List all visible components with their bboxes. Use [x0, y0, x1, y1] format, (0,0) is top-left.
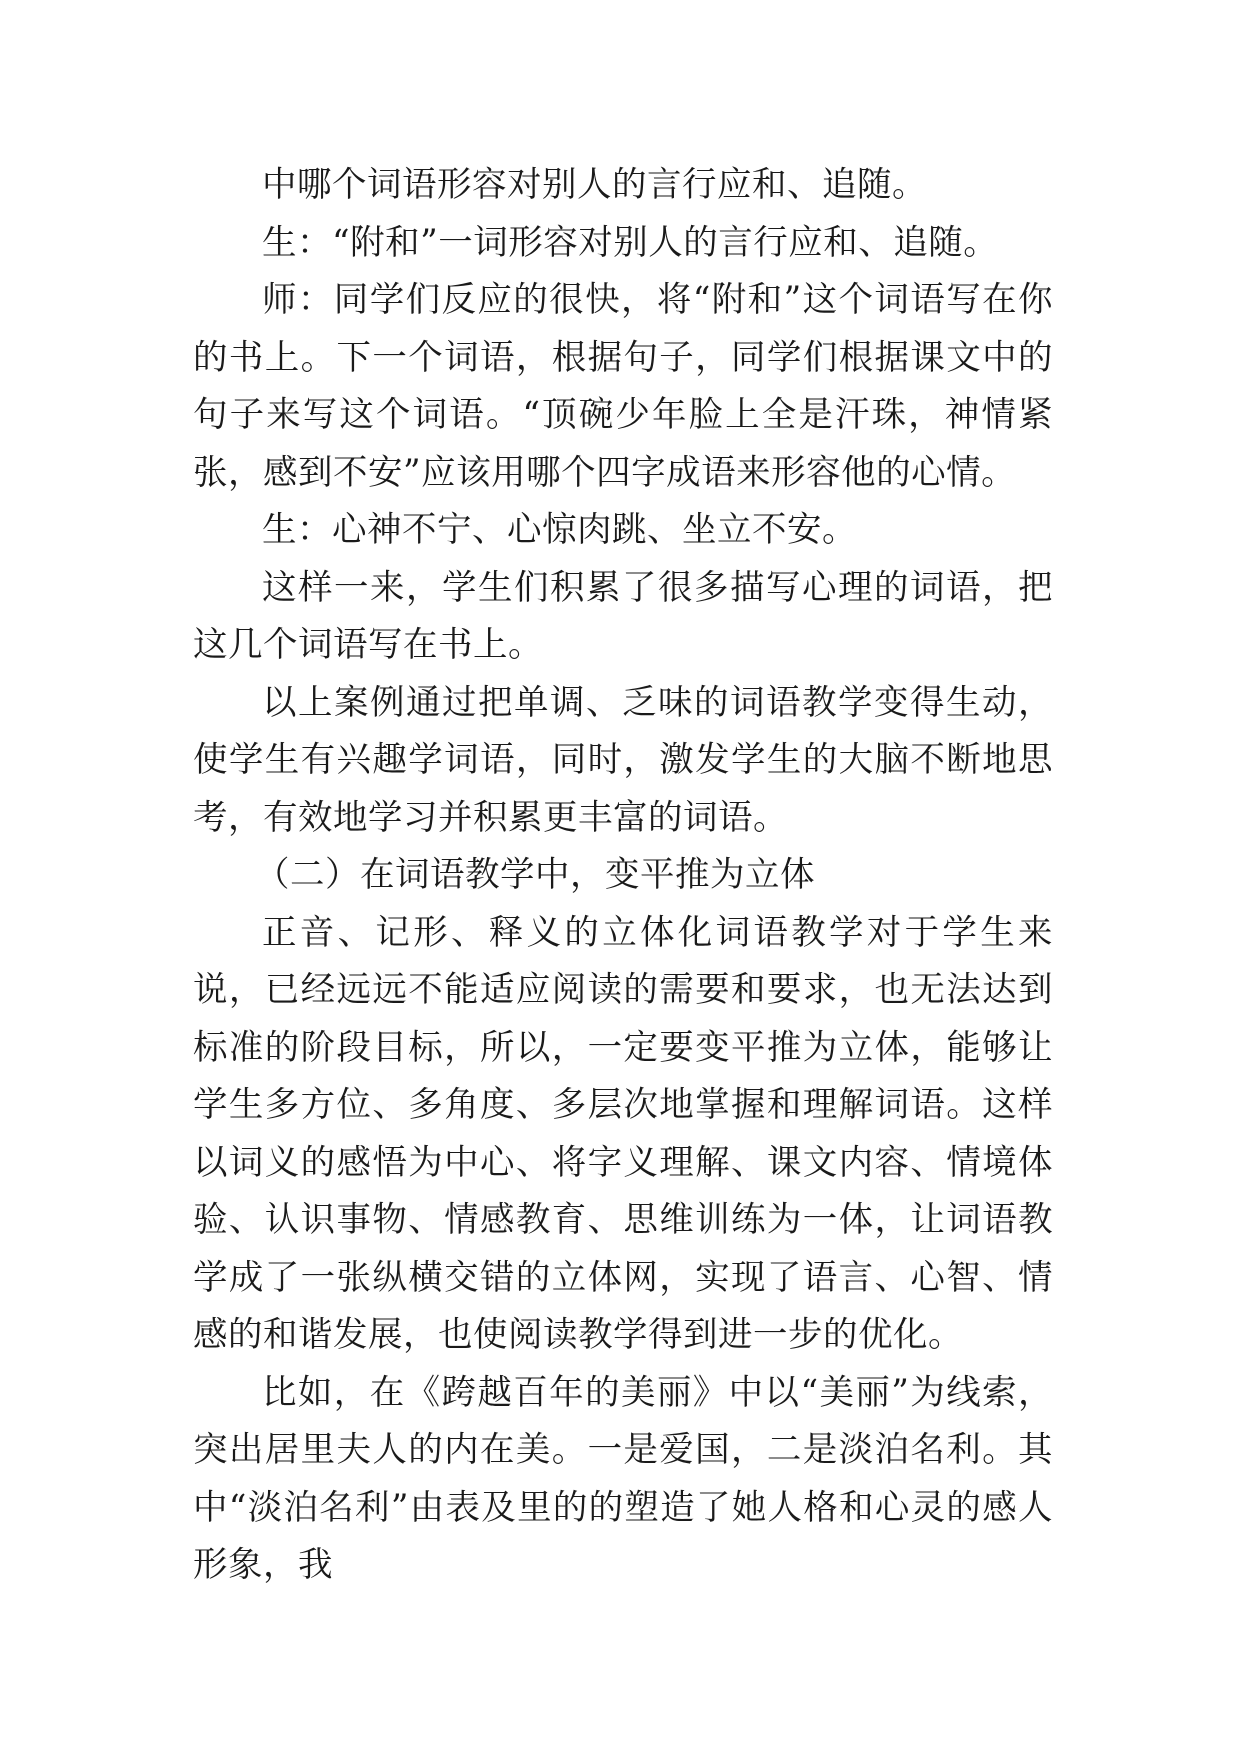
paragraph-student-answer-1: 生：“附和”一词形容对别人的言行应和、追随。	[262, 222, 999, 263]
paragraph-student-answer-2: 生：心神不宁、心惊肉跳、坐立不安。	[262, 510, 857, 550]
paragraph-example: 比如，在《跨越百年的美丽》中以“美丽”为线索，突出居里夫人的内在美。一是爱国，二是淡泊名利。其中“淡泊名利”由表及里的的塑造了她人格和心灵的感人形象，我	[193, 1372, 1053, 1585]
section-heading: （二）在词语教学中，变平推为立体	[255, 855, 815, 895]
paragraph-section-body: 正音、记形、释义的立体化词语教学对于学生来说，已经远远不能适应阅读的需要和要求，也无法达到标准的阶段目标，所以，一定要变平推为立体，能够让学生多方位、多角度、多层次地掌握和理解词语。这样以词义的感悟为中心、将字义理解、课文内容、情境体验、认识事物、情感教育、思维训练为一体，让词语教学成了一张纵横交错的立体网，实现了语言、心智、情感的和谐发展，也使阅读教学得到进一步的优化。	[193, 912, 1053, 1355]
paragraph-continuation: 中哪个词语形容对别人的言行应和、追随。	[262, 165, 927, 205]
paragraph-case-analysis: 以上案例通过把单调、乏味的词语教学变得生动，使学生有兴趣学词语，同时，激发学生的大脑不断地思考，有效地学习并积累更丰富的词语。	[193, 682, 1053, 838]
paragraph-summary: 这样一来，学生们积累了很多描写心理的词语，把这几个词语写在书上。	[193, 567, 1053, 665]
paragraph-teacher-prompt: 师：同学们反应的很快，将“附和”这个词语写在你的书上。下一个词语，根据句子，同学们根据课文中的句子来写这个词语。“顶碗少年脸上全是汗珠，神情紧张，感到不安”应该用哪个四字成语来形容他的心情。	[193, 280, 1053, 493]
body-text	[193, 157, 1053, 1595]
